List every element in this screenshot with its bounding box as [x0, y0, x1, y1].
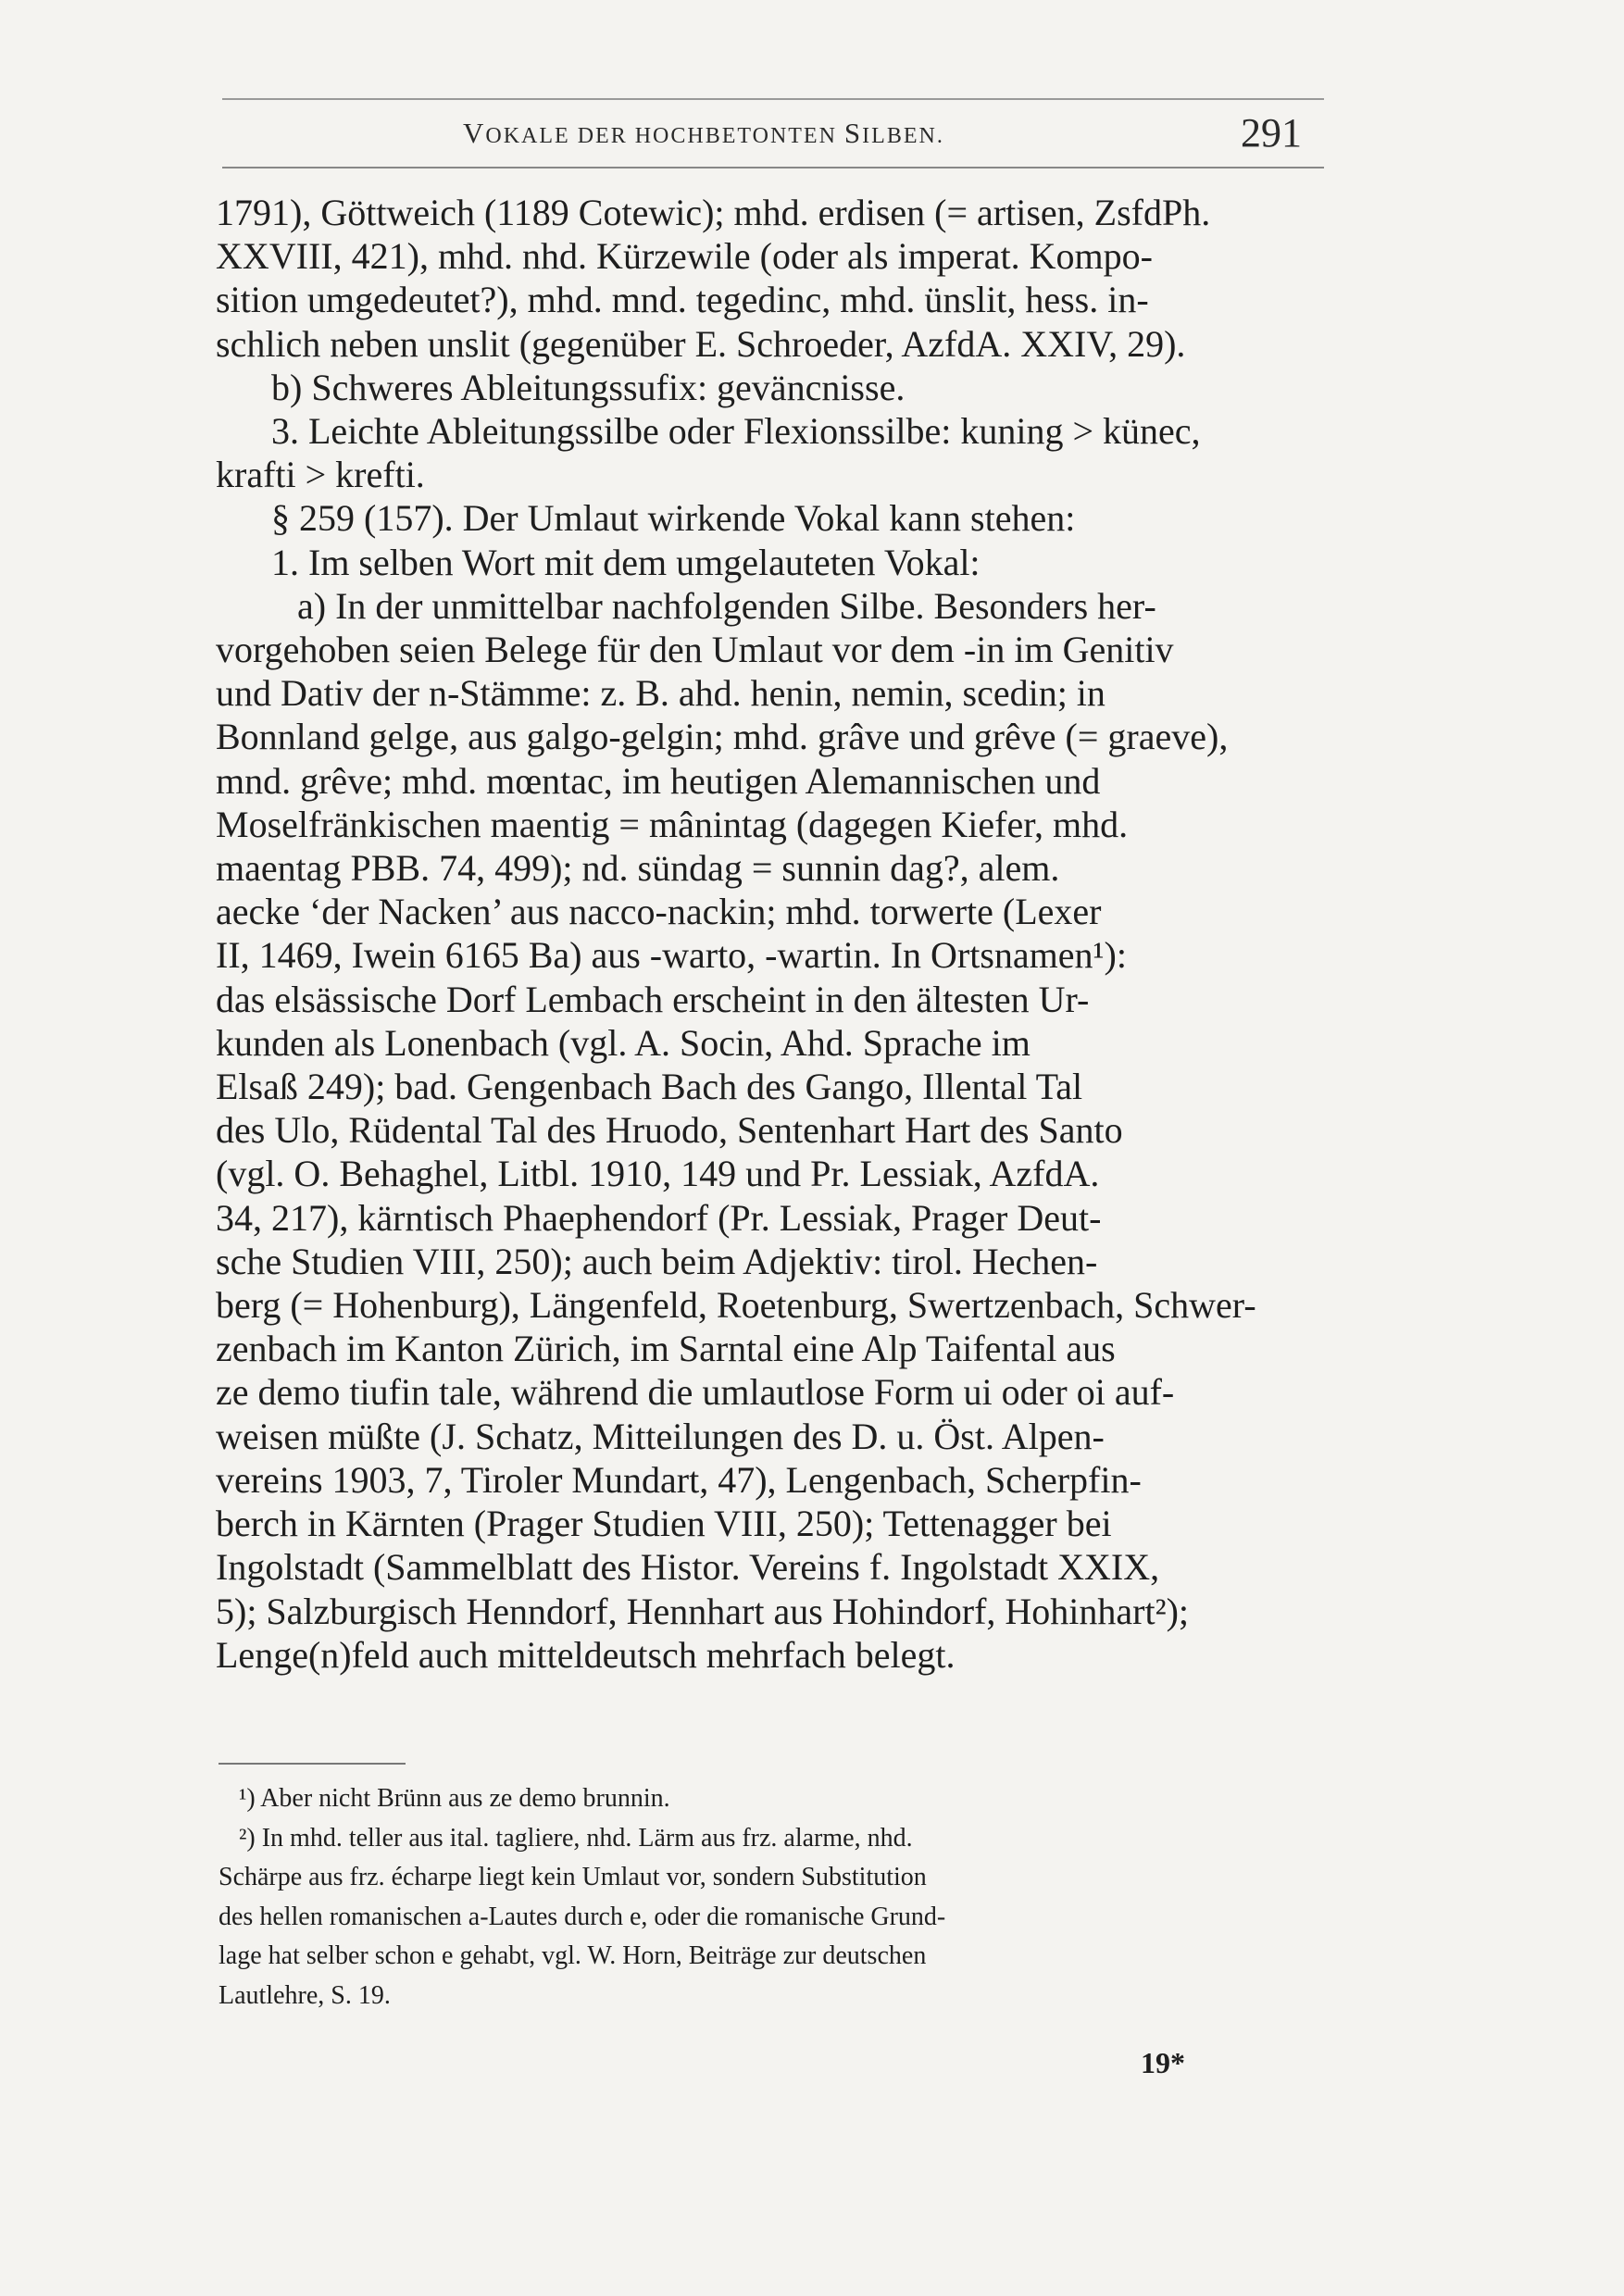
text-line: weisen müßte (J. Schatz, Mitteilungen des D. u. Öst. Alpen- — [216, 1415, 1105, 1457]
footnote-line: Schärpe aus frz. écharpe liegt kein Umlaut vor, sondern Substitution — [219, 1863, 927, 1891]
text-line: maentag PBB. 74, 499); nd. sündag = sunnin dag?, alem. — [216, 847, 1060, 890]
text-line: krafti > krefti. — [216, 454, 425, 496]
main-text — [216, 191, 1327, 1677]
text-line: 1. Im selben Wort mit dem umgelauteten Vokal: — [271, 541, 981, 583]
page-number: 291 — [1241, 110, 1302, 156]
running-head — [463, 117, 944, 150]
running-head-rest-1: OKALE DER HOCHBETONTEN — [485, 124, 844, 148]
footnote-rule — [219, 1763, 406, 1765]
header-rule-bottom — [222, 167, 1324, 168]
text-line: vorgehoben seien Belege für den Umlaut vor dem -in im Genitiv — [216, 629, 1174, 671]
text-line: XXVIII, 421), mhd. nhd. Kürzewile (oder als imperat. Kompo- — [216, 235, 1153, 278]
header-rule-top — [222, 98, 1324, 100]
text-line: aecke ‘der Nacken’ aus nacco-nackin; mhd. torwerte (Lexer — [216, 891, 1102, 933]
running-head-initial-1: V — [463, 117, 486, 149]
text-line: 5); Salzburgisch Henndorf, Hennhart aus Hohindorf, Hohinhart²); — [216, 1590, 1190, 1632]
text-line: vereins 1903, 7, Tiroler Mundart, 47), Lengenbach, Scherpfin- — [216, 1458, 1142, 1501]
running-head-rest-2: ILBEN. — [862, 124, 944, 148]
text-line: kunden als Lonenbach (vgl. A. Socin, Ahd. Sprache im — [216, 1021, 1031, 1064]
text-line: berg (= Hohenburg), Längenfeld, Roetenburg, Swertzenbach, Schwer- — [216, 1284, 1256, 1327]
text-line: schlich neben unslit (gegenüber E. Schroeder, AzfdA. XXIV, 29). — [216, 322, 1186, 365]
footnotes — [219, 1779, 1328, 2015]
footnote-line: lage hat selber schon e gehabt, vgl. W. Horn, Beiträge zur deutschen — [219, 1941, 927, 1970]
text-line: Lenge(n)feld auch mitteldeutsch mehrfach belegt. — [216, 1633, 956, 1676]
paragraph-heading: § 259 (157). Der Umlaut wirkende Vokal kann stehen: — [271, 497, 1076, 540]
text-line: mnd. grêve; mhd. mœntac, im heutigen Alemannischen und — [216, 759, 1101, 802]
text-line: (vgl. O. Behaghel, Litbl. 1910, 149 und Pr. Lessiak, AzfdA. — [216, 1153, 1100, 1195]
text-line: 3. Leichte Ableitungssilbe oder Flexionssilbe: kuning > künec, — [271, 410, 1201, 453]
text-line: Moselfränkischen maentig = mânintag (dagegen Kiefer, mhd. — [216, 803, 1129, 845]
text-line: ze demo tiufin tale, während die umlautlose Form ui oder oi auf- — [216, 1371, 1175, 1414]
running-head-initial-2: S — [843, 117, 863, 149]
text-line: und Dativ der n-Stämme: z. B. ahd. henin, nemin, scedin; in — [216, 672, 1106, 715]
text-line: Elsaß 249); bad. Gengenbach Bach des Gango, Illental Tal — [216, 1066, 1083, 1108]
text-line: berch in Kärnten (Prager Studien VIII, 250); Tettenagger bei — [216, 1503, 1112, 1545]
text-line: sition umgedeutet?), mhd. mnd. tegedinc, mhd. ünslit, hess. in- — [216, 279, 1149, 321]
text-line: des Ulo, Rüdental Tal des Hruodo, Sentenhart Hart des Santo — [216, 1109, 1123, 1152]
text-line: das elsässische Dorf Lembach erscheint in den ältesten Ur- — [216, 978, 1090, 1020]
text-line: a) In der unmittelbar nachfolgenden Silbe. Besonders her- — [297, 584, 1156, 627]
text-line: Bonnland gelge, aus galgo-gelgin; mhd. grâve und grêve (= graeve), — [216, 716, 1229, 758]
footnote-line: Lautlehre, S. 19. — [219, 1980, 391, 2010]
text-line: II, 1469, Iwein 6165 Ba) aus -warto, -wartin. In Ortsnamen¹): — [216, 934, 1127, 977]
footnote-2: ²) In mhd. teller aus ital. tagliere, nhd. Lärm aus frz. alarme, nhd. — [239, 1823, 913, 1853]
footnote-1: ¹) Aber nicht Brünn aus ze demo brunnin. — [239, 1784, 670, 1813]
text-line: Ingolstadt (Sammelblatt des Histor. Vereins f. Ingolstadt XXIX, — [216, 1546, 1160, 1589]
text-line: 1791), Göttweich (1189 Cotewic); mhd. erdisen (= artisen, ZsfdPh. — [216, 192, 1211, 233]
footnote-line: des hellen romanischen a-Lautes durch e, oder die romanische Grund- — [219, 1902, 946, 1931]
text-line: b) Schweres Ableitungssufix: geväncnisse. — [271, 366, 906, 408]
text-line: 34, 217), kärntisch Phaephendorf (Pr. Lessiak, Prager Deut- — [216, 1196, 1102, 1239]
text-line: sche Studien VIII, 250); auch beim Adjektiv: tirol. Hechen- — [216, 1240, 1098, 1282]
text-line: zenbach im Kanton Zürich, im Sarntal eine Alp Taifental aus — [216, 1328, 1116, 1370]
signature-mark: 19* — [1141, 2046, 1185, 2079]
